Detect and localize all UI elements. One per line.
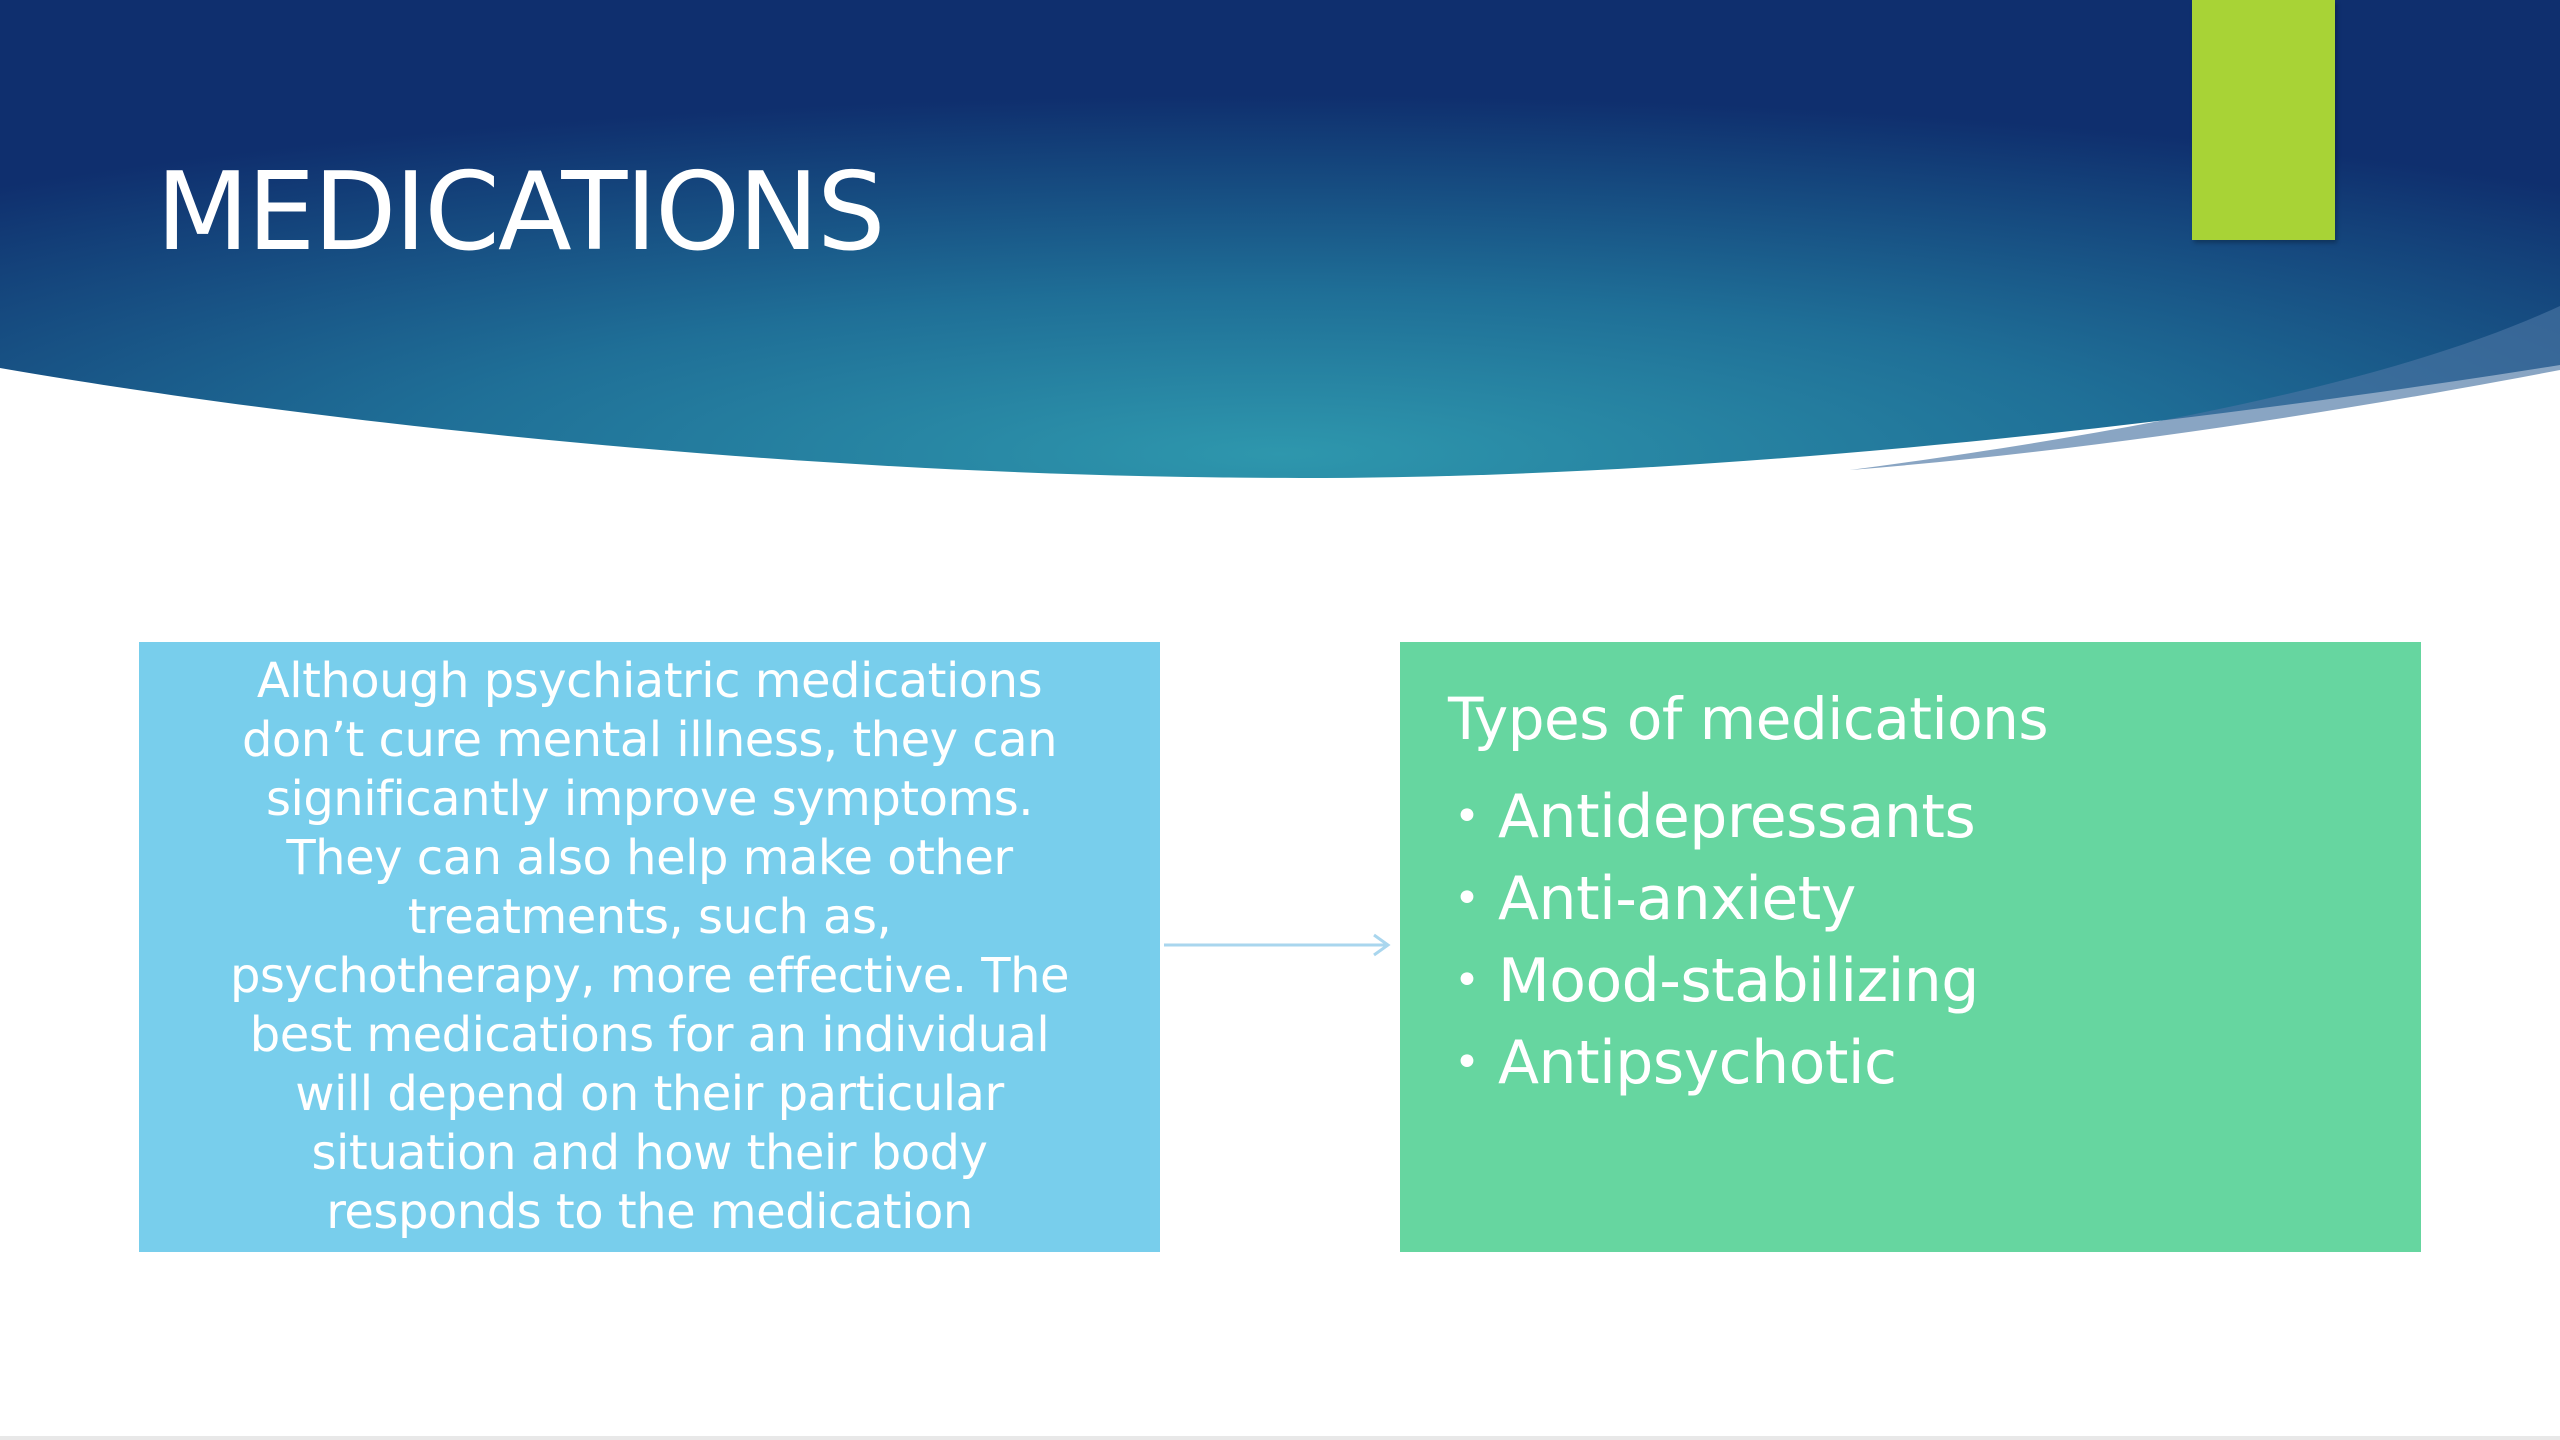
- medication-types-list: [1448, 776, 2381, 1104]
- list-item-label: Anti-anxiety: [1498, 864, 1856, 934]
- description-line: situation and how their body: [311, 1125, 988, 1181]
- list-item: [1448, 1022, 2381, 1104]
- bullet-icon: •: [1454, 791, 1480, 842]
- description-box: [139, 642, 1160, 1252]
- bullet-icon: •: [1454, 1037, 1480, 1088]
- slide-bottom-divider: [0, 1436, 2560, 1440]
- list-item-label: Antipsychotic: [1498, 1028, 1897, 1098]
- bullet-icon: •: [1454, 873, 1480, 924]
- list-item: [1448, 940, 2381, 1022]
- green-accent-bar: [2192, 0, 2335, 240]
- arrow-right-icon: [1160, 930, 1400, 960]
- medication-types-heading: Types of medications: [1448, 685, 2049, 753]
- list-item-label: Mood-stabilizing: [1498, 946, 1979, 1016]
- description-text: [230, 652, 1069, 1242]
- slide-title: MEDICATIONS: [156, 150, 884, 275]
- description-line: responds to the medication: [326, 1184, 973, 1240]
- list-item: [1448, 776, 2381, 858]
- medication-types-box: [1400, 642, 2421, 1252]
- description-line: They can also help make other: [286, 830, 1013, 886]
- description-line: will depend on their particular: [295, 1066, 1004, 1122]
- list-item-label: Antidepressants: [1498, 782, 1976, 852]
- description-line: don’t cure mental illness, they can: [241, 712, 1058, 768]
- description-line: best medications for an individual: [249, 1007, 1050, 1063]
- description-line: significantly improve symptoms.: [265, 771, 1033, 827]
- bullet-icon: •: [1454, 955, 1480, 1006]
- description-line: Although psychiatric medications: [256, 653, 1043, 709]
- list-item: [1448, 858, 2381, 940]
- description-line: psychotherapy, more effective. The: [229, 948, 1070, 1004]
- description-line: treatments, such as,: [407, 889, 892, 945]
